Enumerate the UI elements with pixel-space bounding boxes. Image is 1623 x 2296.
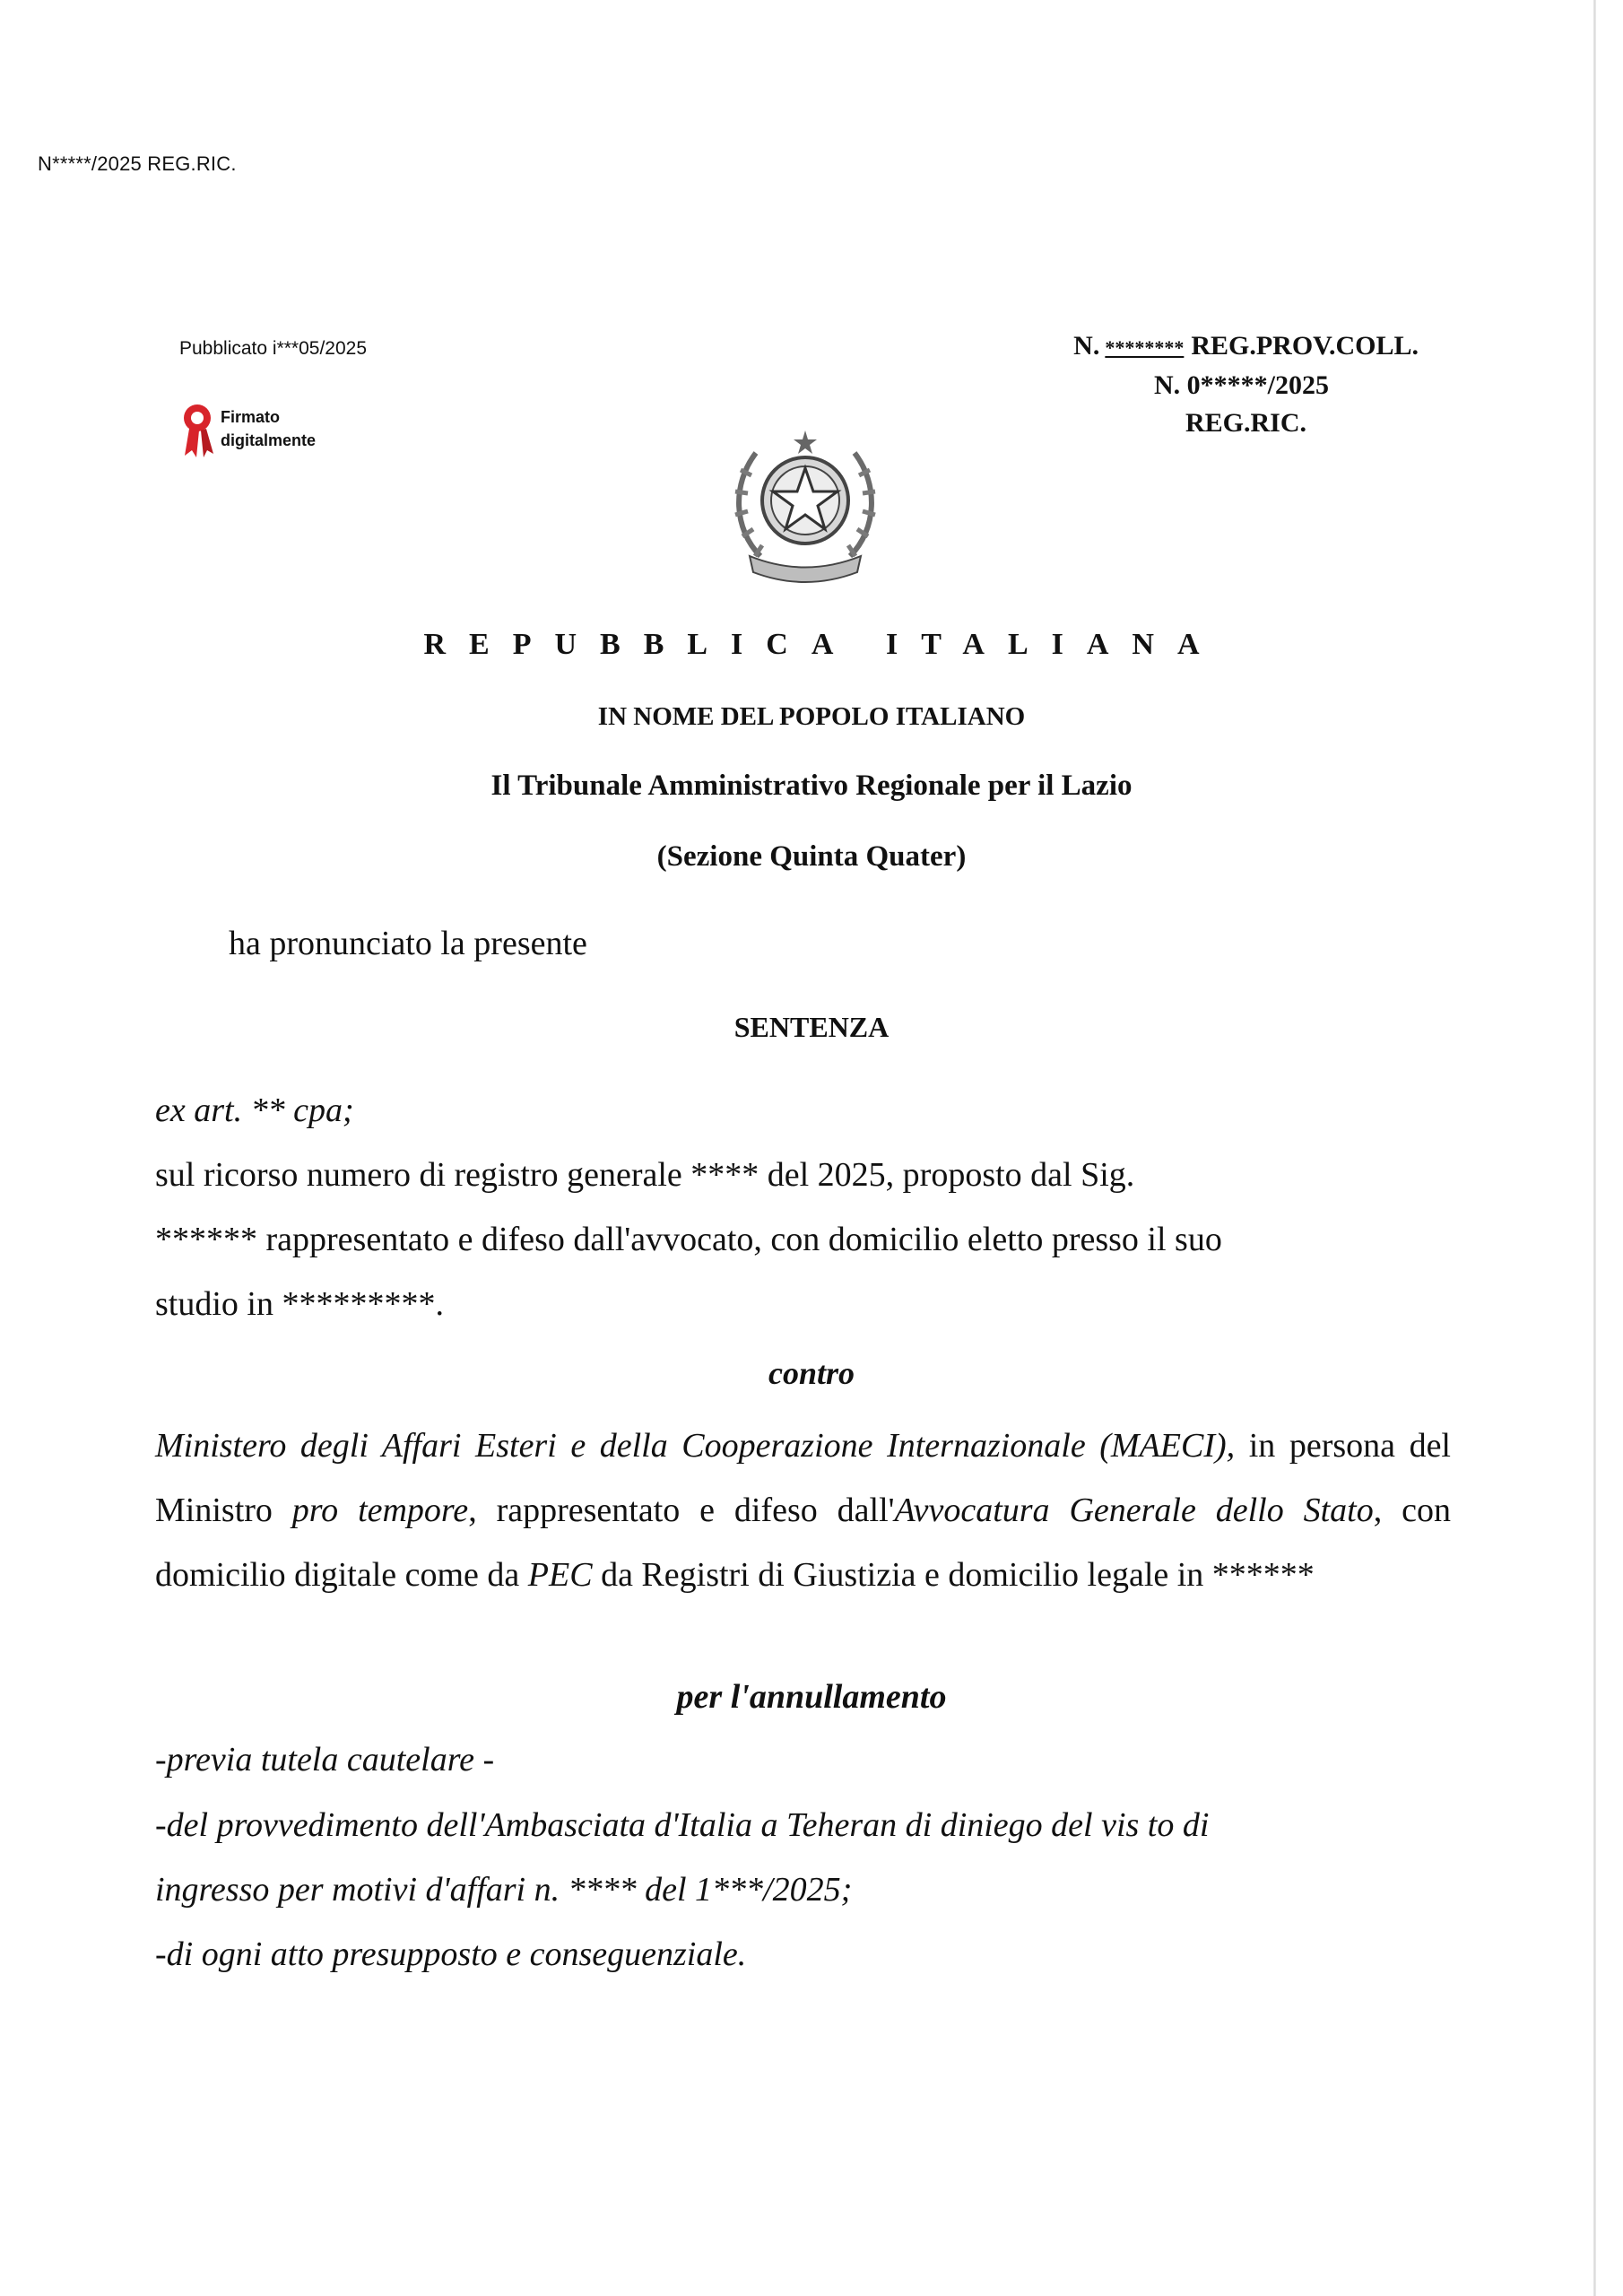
state-attorney: Avvocatura Generale dello Stato [894, 1492, 1374, 1529]
appeal-line-1: sul ricorso numero di registro generale **** del 2025, proposto dal Sig. [155, 1156, 1135, 1194]
seal-ribbon-icon [179, 402, 219, 461]
republic-heading: REPUBBLICA ITALIANA [423, 628, 1223, 661]
court-name: Il Tribunale Amministrativo Regionale per il Lazio [490, 770, 1133, 802]
italian-republic-emblem-icon [725, 422, 886, 596]
respondent-ministry: Ministero degli Affari Esteri e della Cooperazione Internazionale (MAECI), [155, 1427, 1236, 1465]
respondent-text-1: in persona del Ministro [155, 1427, 1451, 1529]
court-section: (Sezione Quinta Quater) [656, 840, 967, 873]
respondent-paragraph [155, 1413, 1451, 1607]
reg-prov-line [916, 327, 1419, 367]
pronounced-intro: ha pronunciato la presente [229, 925, 587, 962]
request-item-2-cont: ingresso per motivi d'affari n. **** del 1***/2025; [155, 1871, 853, 1909]
reg-prov-label: REG.PROV.COLL. [1191, 331, 1419, 361]
pro-tempore: pro tempore [291, 1492, 469, 1529]
appeal-line-3: studio in *********. [155, 1285, 444, 1323]
pec-label: PEC [527, 1556, 593, 1594]
legal-basis: ex art. ** cpa; [155, 1091, 354, 1129]
reg-ric-label: REG.RIC. [1185, 408, 1306, 438]
digital-signature-badge [179, 402, 316, 461]
in-name-of-people: IN NOME DEL POPOLO ITALIANO [597, 702, 1026, 731]
against-heading: contro [768, 1355, 855, 1391]
respondent-text-2: , rappresentato e difeso dall' [468, 1492, 895, 1529]
request-item-1: -previa tutela cautelare - [155, 1741, 495, 1779]
reg-prov-prefix: N. [1073, 331, 1100, 361]
top-reference: N*****/2025 REG.RIC. [38, 152, 237, 175]
respondent-text-4: da Registri di Giustizia e domicilio legale in ****** [592, 1556, 1315, 1594]
page-edge-shadow [1593, 0, 1596, 2296]
respondent-text-3: , con domicilio digitale come da [155, 1492, 1451, 1594]
reg-prov-number: ******** [1105, 336, 1185, 359]
judgment-title: SENTENZA [733, 1011, 890, 1043]
annulment-heading: per l'annullamento [676, 1678, 947, 1716]
request-item-2: -del provvedimento dell'Ambasciata d'Italia a Teheran di diniego del vis to di [155, 1806, 1210, 1844]
appeal-line-2: ****** rappresentato e difeso dall'avvocato, con domicilio eletto presso il suo [155, 1221, 1222, 1258]
signature-label-firmato: Firmato [221, 408, 281, 426]
publication-date: Pubblicato i***05/2025 [179, 338, 367, 359]
reg-ric-number: N. 0*****/2025 [1154, 370, 1329, 400]
request-item-3: -di ogni atto presupposto e conseguenziale. [155, 1935, 747, 1973]
registration-box [916, 327, 1419, 442]
signature-label-digitalmente: digitalmente [221, 431, 317, 449]
